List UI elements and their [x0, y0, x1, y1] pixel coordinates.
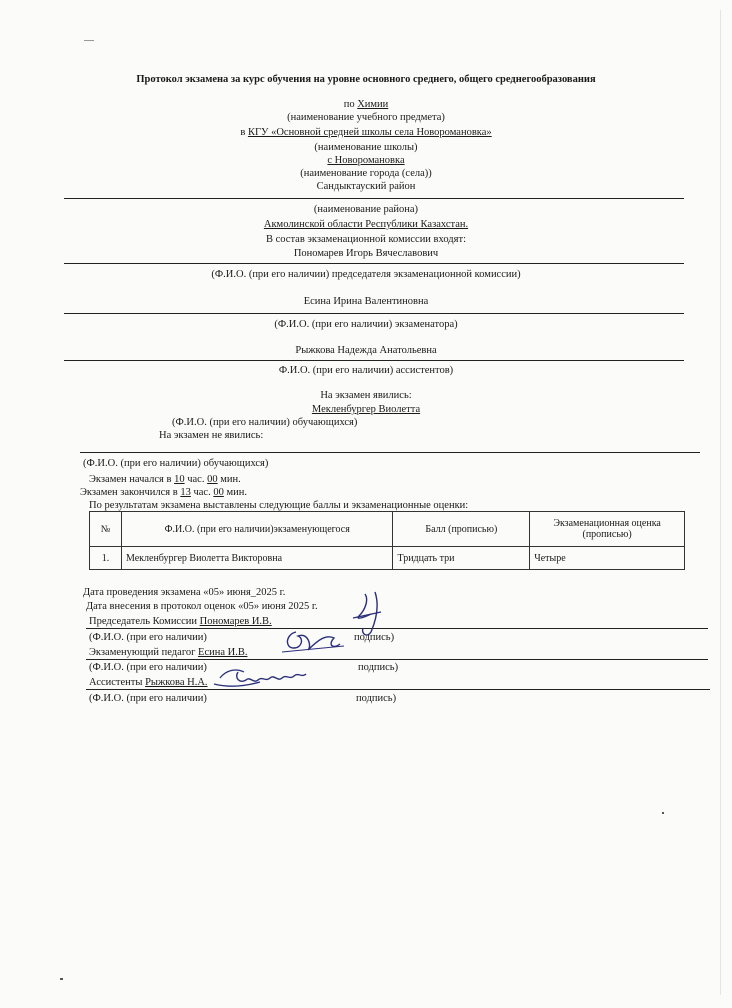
divider — [86, 628, 708, 629]
commission-intro: В состав экзаменационной комиссии входят: — [265, 234, 466, 245]
city-value: с Новоромановка — [327, 155, 405, 166]
divider — [86, 659, 708, 660]
attended-value: Мекленбургер Виолетта — [311, 404, 421, 415]
exam-end-minutes: 00 — [213, 487, 224, 498]
school-line — [0, 126, 732, 139]
exam-end-hours: 13 — [180, 487, 191, 498]
assistant-fio-caption: (Ф.И.О. (при его наличии) — [89, 693, 207, 704]
results-intro: По результатам экзамена выставлены следующие баллы и экзаменационные оценки: — [89, 500, 469, 511]
attended-label: На экзамен явились: — [320, 390, 412, 401]
scan-speck — [662, 812, 664, 814]
exam-end-mid: час. — [190, 487, 214, 498]
entry-date: Дата внесения в протокол оценок «05» июня 2025 г. — [86, 601, 318, 612]
exam-start-minutes: 00 — [207, 474, 218, 485]
teacher-sign-name: Есина И.В. — [198, 647, 248, 658]
examiner-caption: (Ф.И.О. (при его наличии) экзаменатора) — [274, 319, 458, 330]
row-number: 1. — [90, 547, 122, 570]
scan-speck — [60, 978, 63, 980]
examiner-name: Есина Ирина Валентиновна — [303, 296, 429, 307]
district-value: Сандыктауский район — [316, 181, 416, 192]
assistant-signature-graphic — [210, 664, 310, 692]
assistant-sign-caption: подпись) — [356, 693, 397, 704]
row-score: Тридцать три — [393, 547, 530, 570]
row-fio: Мекленбургер Виолетта Викторовна — [121, 547, 393, 570]
scan-speck — [84, 40, 94, 41]
assistant-signature-line — [89, 676, 208, 689]
subject-prefix: по — [343, 99, 358, 110]
header-score: Балл (прописью) — [393, 512, 530, 547]
chairman-sign-caption: подпись) — [354, 632, 395, 643]
teacher-sign-caption: подпись) — [358, 662, 399, 673]
divider — [64, 198, 684, 199]
header-fio: Ф.И.О. (при его наличии)экзаменующегося — [121, 512, 393, 547]
exam-end-line — [80, 486, 247, 499]
school-prefix: в — [240, 127, 248, 138]
assistant-sign-label: Ассистенты — [89, 677, 146, 688]
absent-caption: (Ф.И.О. (при его наличии) обучающихся) — [83, 458, 269, 469]
document-title: Протокол экзамена за курс обучения на уровне основного среднего, общего среднегообразования — [136, 74, 596, 85]
district-caption: (наименование района) — [313, 204, 419, 215]
table-header-row — [90, 512, 685, 547]
subject-value: Химии — [357, 99, 389, 110]
assistants-caption: Ф.И.О. (при его наличии) ассистентов) — [278, 365, 454, 376]
exam-date: Дата проведения экзамена «05» июня_2025 г. — [83, 587, 286, 598]
teacher-sign-label: Экзаменующий педагог — [89, 647, 199, 658]
teacher-signature-line — [89, 646, 247, 659]
subject-caption: (наименование учебного предмета) — [287, 112, 445, 123]
chairman-signature-line — [89, 615, 272, 628]
chairman-fio-caption: (Ф.И.О. (при его наличии) — [89, 632, 207, 643]
school-caption: (наименование школы) — [314, 142, 418, 153]
header-number: № — [90, 512, 122, 547]
exam-start-prefix: Экзамен начался в — [89, 474, 175, 485]
assistant-sign-name: Рыжкова Н.А. — [145, 677, 208, 688]
assistants-name: Рыжкова Надежда Анатольевна — [295, 345, 437, 356]
exam-start-mid: час. — [184, 474, 208, 485]
region-value: Акмолинской области Республики Казахстан. — [263, 219, 469, 230]
subject-line — [0, 98, 732, 111]
results-table — [89, 511, 685, 570]
chairman-caption: (Ф.И.О. (при его наличии) председателя экзаменационной комиссии) — [211, 269, 521, 280]
divider — [86, 689, 710, 690]
divider — [80, 452, 700, 453]
chairman-sign-name: Пономарев И.В. — [199, 616, 272, 627]
header-grade: Экзаменационная оценка (прописью) — [530, 512, 685, 547]
chairman-name: Пономарев Игорь Вячеславович — [293, 248, 439, 259]
school-value: КГУ «Основной средней школы села Новоромановка» — [247, 127, 492, 138]
divider — [64, 360, 684, 361]
city-caption: (наименование города (села)) — [300, 168, 432, 179]
exam-start-suffix: мин. — [217, 474, 241, 485]
chairman-sign-label: Председатель Комиссии — [89, 616, 200, 627]
absent-label: На экзамен не явились: — [159, 430, 264, 441]
teacher-signature-graphic — [278, 624, 348, 658]
exam-end-prefix: Экзамен закончился в — [80, 487, 181, 498]
exam-start-line — [89, 473, 241, 486]
exam-end-suffix: мин. — [223, 487, 247, 498]
scan-edge — [720, 10, 721, 995]
divider — [64, 313, 684, 314]
attended-caption: (Ф.И.О. (при его наличии) обучающихся) — [172, 417, 358, 428]
teacher-fio-caption: (Ф.И.О. (при его наличии) — [89, 662, 207, 673]
exam-start-hours: 10 — [174, 474, 185, 485]
divider — [64, 263, 684, 264]
table-row — [90, 547, 685, 570]
row-grade: Четыре — [530, 547, 685, 570]
